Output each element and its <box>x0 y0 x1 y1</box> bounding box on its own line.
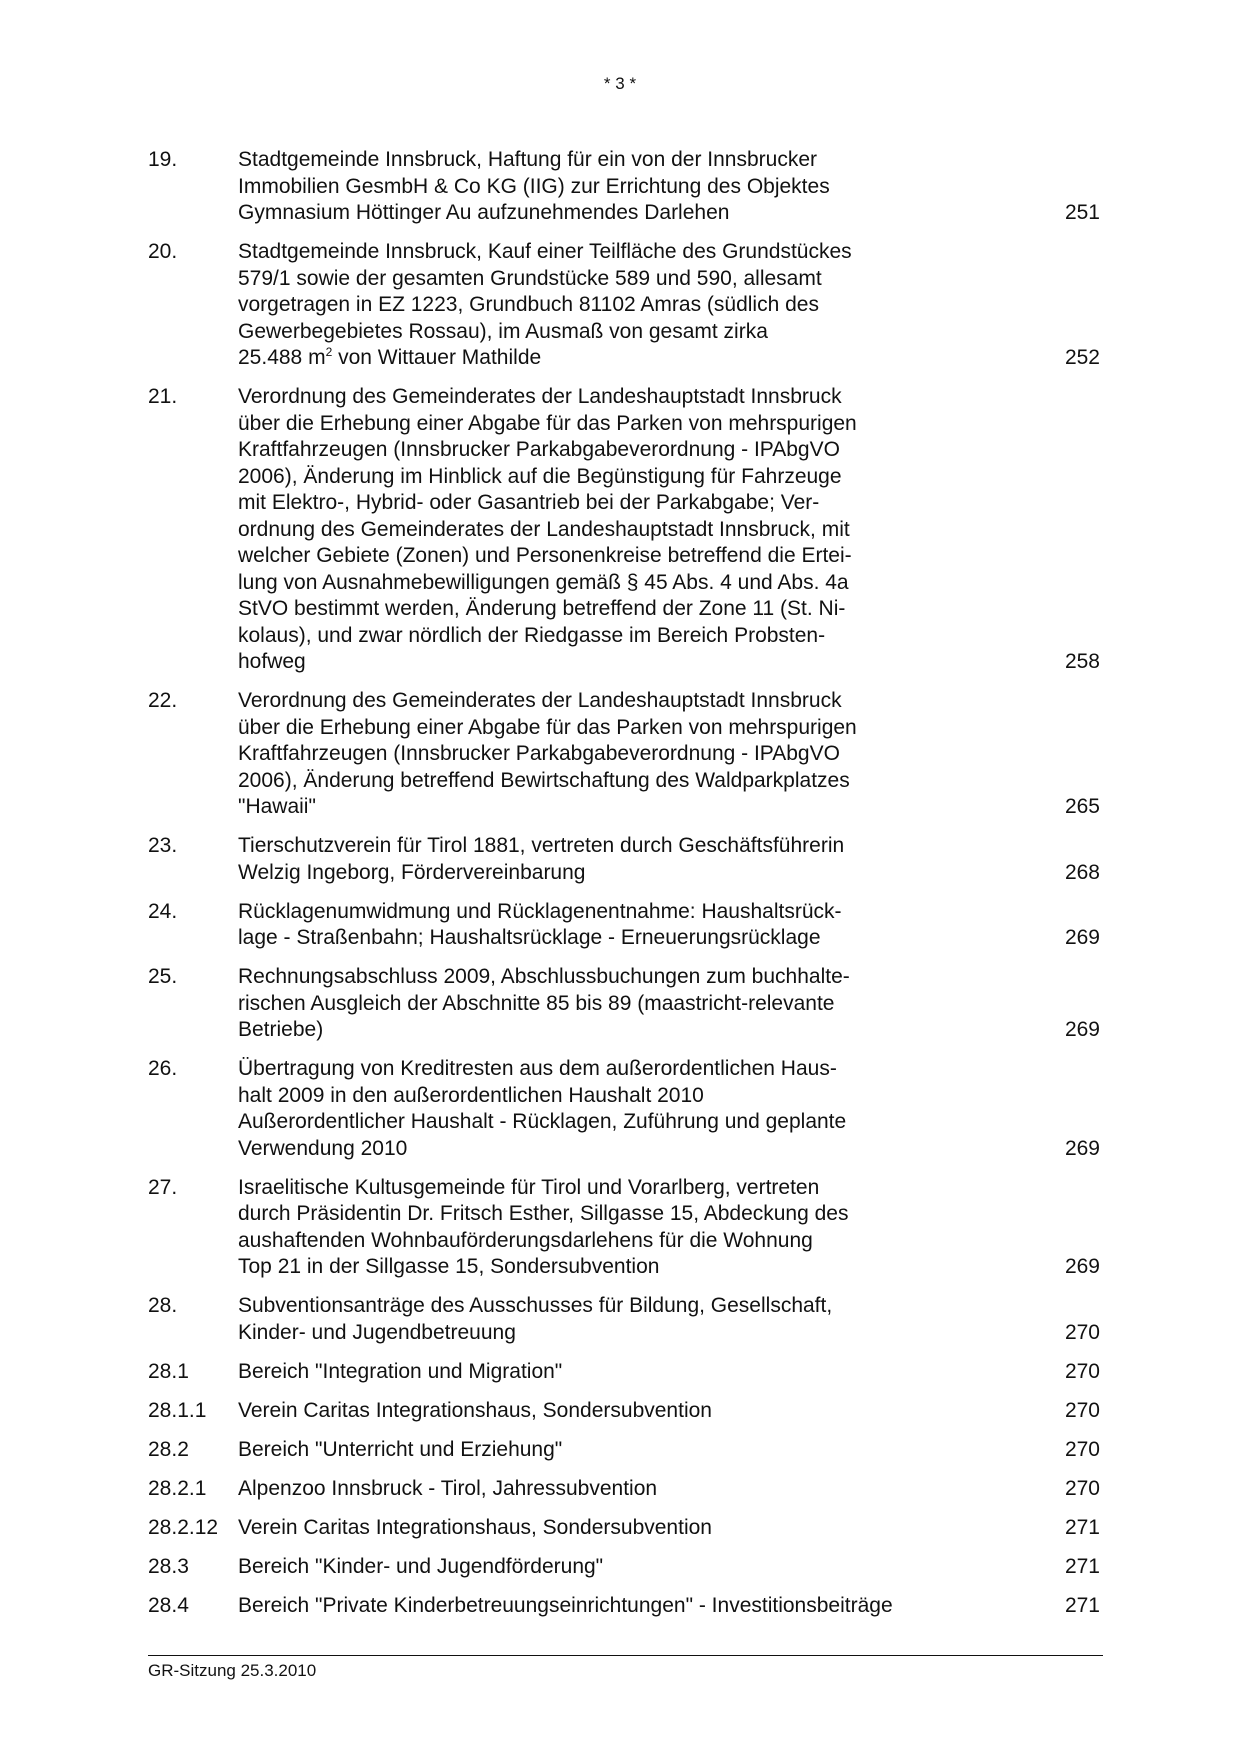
entry-title: Israelitische Kultusgemeinde für Tirol und Vorarlberg, vertreten durch Präsidentin Dr. Fritsch Esther, Sillgasse 15, Abdeckung des aushaftenden Wohnbauförderungsdarlehens für die Wohnung Top 21 in der Sillgasse 15, Sondersubvention <box>238 1175 849 1278</box>
entry-number: 20. <box>148 240 178 263</box>
entry-title: Bereich "Private Kinderbetreuungseinrichtungen" - Investitionsbeiträge <box>238 1593 893 1617</box>
entry-page: 252 <box>1064 346 1100 369</box>
toc-entry <box>148 833 1100 886</box>
entry-title: Stadtgemeinde Innsbruck, Kauf einer Teilfläche des Grundstückes 579/1 sowie der gesamten Grundstücke 589 und 590, allesamt vorgetragen in EZ 1223, Grundbuch 81102 Amras (südlich des Gewerbegebietes Rossau), im Ausmaß von gesamt zirka 25.488 $m^2$ von Wittauer Mathilde <box>238 240 852 369</box>
entry-page: 268 <box>1064 860 1100 884</box>
entry-number: 19. <box>148 148 178 171</box>
entry-page: 265 <box>1064 795 1100 818</box>
entry-title: Alpenzoo Innsbruck - Tirol, Jahressubvention <box>238 1476 658 1500</box>
toc-entry <box>148 239 1100 372</box>
toc-entry <box>148 964 1100 1044</box>
toc-entry <box>148 1293 1100 1346</box>
toc-entry <box>148 1554 1100 1581</box>
entry-title: Verein Caritas Integrationshaus, Sondersubvention <box>238 1515 712 1539</box>
entry-number: 28.3 <box>148 1554 189 1578</box>
entry-title: Bereich "Integration und Migration" <box>238 1359 563 1383</box>
entry-number: 23. <box>148 834 178 857</box>
toc-entry <box>148 1593 1100 1620</box>
entry-number: 28.1.1 <box>148 1398 207 1422</box>
entry-number: 25. <box>148 965 178 988</box>
entry-page: 270 <box>1064 1320 1100 1344</box>
entry-page: 269 <box>1064 1136 1100 1160</box>
toc-entry <box>148 1398 1100 1425</box>
entry-title: Verordnung des Gemeinderates der Landeshauptstadt Innsbruck über die Erhebung einer Abgabe für das Parken von mehrspurigen Kraftfahrzeugen (Innsbrucker Parkabgabeverordnung - IPAbgVO 2006), Änderung betreffend Bewirtschaftung des Waldparkplatzes "Hawaii" <box>238 689 857 818</box>
toc-entry <box>148 899 1100 952</box>
entry-page: 270 <box>1064 1359 1100 1383</box>
entry-number: 28. <box>148 1294 178 1317</box>
entry-page: 271 <box>1064 1554 1100 1578</box>
entry-page: 251 <box>1064 201 1100 224</box>
footer-divider <box>148 1655 1103 1656</box>
toc-entry <box>148 147 1100 227</box>
entry-title: Subventionsanträge des Ausschusses für Bildung, Gesellschaft, Kinder- und Jugendbetreuung <box>238 1294 833 1344</box>
entry-title: Stadtgemeinde Innsbruck, Haftung für ein von der Innsbrucker Immobilien GesmbH & Co KG (IIG) zur Errichtung des Objektes Gymnasium Höttinger Au aufzunehmendes Darlehen <box>238 148 830 224</box>
entry-number: 21. <box>148 385 178 408</box>
toc-entry <box>148 1056 1100 1162</box>
entry-page: 269 <box>1064 1255 1100 1278</box>
entry-number: 28.4 <box>148 1593 189 1617</box>
entry-page: 271 <box>1064 1515 1100 1539</box>
entry-page: 270 <box>1064 1437 1100 1461</box>
toc-entry <box>148 1175 1100 1281</box>
entry-number: 26. <box>148 1057 178 1080</box>
entry-number: 28.2 <box>148 1437 189 1461</box>
entry-title: Rücklagenumwidmung und Rücklagenentnahme: Haushaltsrück- lage - Straßenbahn; Haushaltsrücklage - Erneuerungsrücklage <box>238 899 842 949</box>
toc-entry <box>148 384 1100 676</box>
entry-title: Tierschutzverein für Tirol 1881, vertreten durch Geschäftsführerin Welzig Ingeborg, Fördervereinbarung <box>238 834 845 884</box>
entry-page: 270 <box>1064 1398 1100 1422</box>
entry-page: 269 <box>1064 1018 1100 1041</box>
toc-entry <box>148 1437 1100 1464</box>
toc-entry <box>148 1515 1100 1542</box>
toc-entry <box>148 1476 1100 1503</box>
entry-page: 269 <box>1064 926 1100 949</box>
footer-text: GR-Sitzung 25.3.2010 <box>148 1661 317 1680</box>
entry-number: 28.2.12 <box>148 1515 219 1539</box>
entry-number: 24. <box>148 899 178 923</box>
entry-number: 22. <box>148 689 178 712</box>
toc-entry <box>148 688 1100 821</box>
table-of-contents <box>148 147 1100 1632</box>
entry-number: 27. <box>148 1175 178 1199</box>
entry-number: 28.2.1 <box>148 1476 207 1500</box>
entry-title: Bereich "Unterricht und Erziehung" <box>238 1437 563 1461</box>
page-number: * 3 * <box>603 74 637 93</box>
entry-title: Rechnungsabschluss 2009, Abschlussbuchungen zum buchhalte- rischen Ausgleich der Abschnitte 85 bis 89 (maastricht-relevante Betriebe) <box>238 965 850 1041</box>
entry-title: Verein Caritas Integrationshaus, Sondersubvention <box>238 1398 712 1422</box>
entry-page: 258 <box>1064 650 1100 673</box>
toc-entry <box>148 1359 1100 1386</box>
entry-title: Bereich "Kinder- und Jugendförderung" <box>238 1554 604 1578</box>
entry-page: 271 <box>1064 1593 1100 1617</box>
entry-number: 28.1 <box>148 1359 189 1383</box>
entry-title: Übertragung von Kreditresten aus dem außerordentlichen Haus- halt 2009 in den außerordentlichen Haushalt 2010 Außerordentlicher Haushalt - Rücklagen, Zuführung und geplante Verwendung 2010 <box>238 1057 847 1160</box>
entry-page: 270 <box>1064 1476 1100 1500</box>
entry-title: Verordnung des Gemeinderates der Landeshauptstadt Innsbruck über die Erhebung einer Abgabe für das Parken von mehrspurigen Kraftfahrzeugen (Innsbrucker Parkabgabeverordnung - IPAbgVO 2006), Änderung im Hinblick auf die Begünstigung für Fahrzeuge mit Elektro-, Hybrid- oder Gasantrieb bei der Parkabgabe; Ver- ordnung des Gemeinderates der Landeshauptstadt Innsbruck, mit welcher Gebiete (Zonen) und Personenkreise betreffend die Ertei- lung von Ausnahmebewilligungen gemäß § 45 Abs. 4 und Abs. 4a StVO bestimmt werden, Änderung betreffend der Zone 11 (St. Ni- kolaus), und zwar nördlich der Riedgasse im Bereich Probsten- hofweg <box>238 385 857 673</box>
